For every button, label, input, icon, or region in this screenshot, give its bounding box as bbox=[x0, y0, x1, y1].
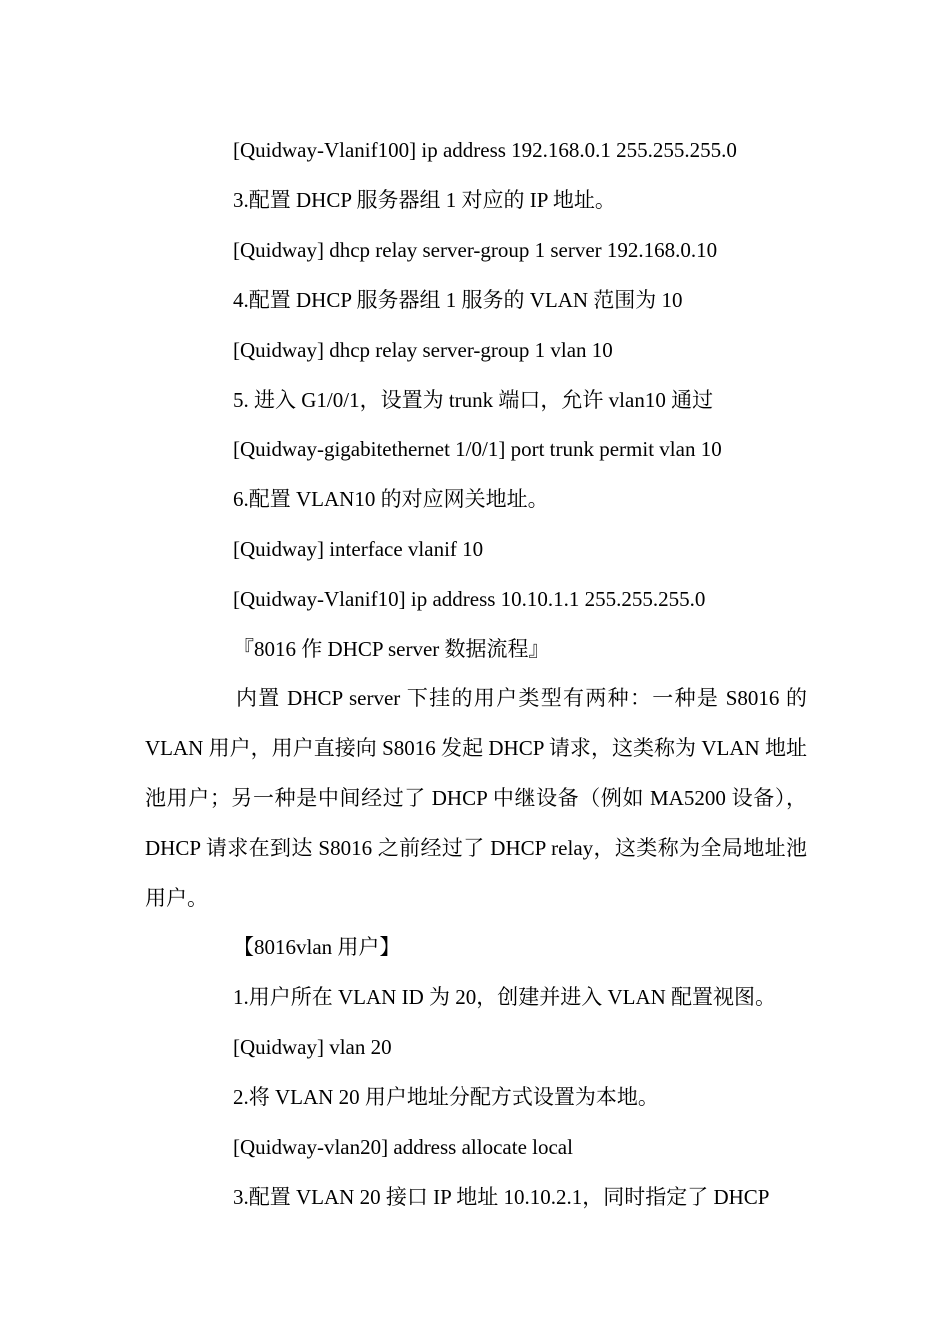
step-heading: 5. 进入 G1/0/1，设置为 trunk 端口，允许 vlan10 通过 bbox=[233, 388, 714, 412]
config-line: [Quidway-gigabitethernet 1/0/1] port trunk permit vlan 10 bbox=[233, 437, 722, 461]
config-line: [Quidway] dhcp relay server-group 1 server 192.168.0.10 bbox=[233, 238, 718, 262]
section-heading: 【8016vlan 用户】 bbox=[233, 935, 401, 959]
step-heading: 6.配置 VLAN10 的对应网关地址。 bbox=[233, 487, 549, 511]
body-paragraph: 内置 DHCP server 下挂的用户类型有两种：一种是 S8016 的 VLAN 用户，用户直接向 S8016 发起 DHCP 请求，这类称为 VLAN 地址池用户；另一种是中间经过了 DHCP 中继设备（例如 MA5200 设备），DHCP 请求在到达 S8016 之前经过了 DHCP relay，这类称为全局地址池用户。 bbox=[145, 686, 807, 910]
config-line: [Quidway-Vlanif10] ip address 10.10.1.1 255.255.255.0 bbox=[233, 587, 706, 611]
config-line: [Quidway] interface vlanif 10 bbox=[233, 537, 484, 561]
section-heading: 『8016 作 DHCP server 数据流程』 bbox=[233, 637, 550, 661]
config-line: [Quidway-vlan20] address allocate local bbox=[233, 1135, 573, 1159]
step-heading: 3.配置 VLAN 20 接口 IP 地址 10.10.2.1，同时指定了 DHCP bbox=[233, 1185, 770, 1209]
step-heading: 1.用户所在 VLAN ID 为 20，创建并进入 VLAN 配置视图。 bbox=[233, 985, 777, 1009]
config-line: [Quidway] vlan 20 bbox=[233, 1035, 392, 1059]
config-line: [Quidway] dhcp relay server-group 1 vlan 10 bbox=[233, 338, 613, 362]
step-heading: 2.将 VLAN 20 用户地址分配方式设置为本地。 bbox=[233, 1085, 659, 1109]
config-line: [Quidway-Vlanif100] ip address 192.168.0.1 255.255.255.0 bbox=[233, 138, 737, 162]
step-heading: 4.配置 DHCP 服务器组 1 服务的 VLAN 范围为 10 bbox=[233, 288, 683, 312]
step-heading: 3.配置 DHCP 服务器组 1 对应的 IP 地址。 bbox=[233, 188, 616, 212]
